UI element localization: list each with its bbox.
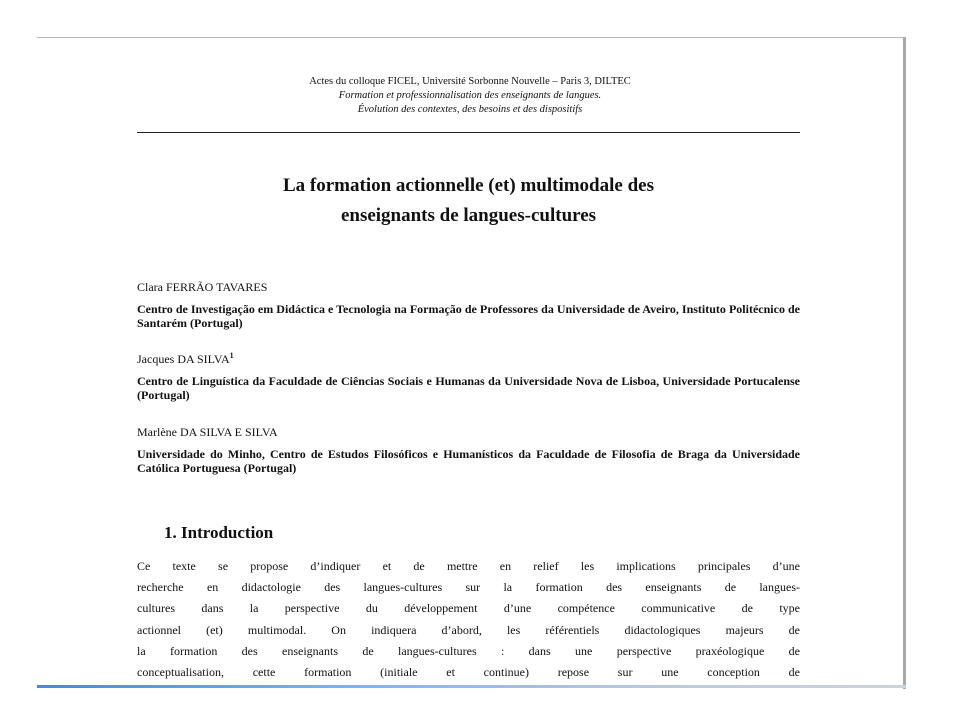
author-block [137, 352, 800, 402]
title-line-2: enseignants de langues-cultures [340, 205, 597, 226]
author-name: Marlène DA SILVA E SILVA [137, 425, 278, 439]
title-line-1: La formation actionnelle (et) multimodale des [283, 175, 654, 196]
author-affiliation: Centro de Linguística da Faculdade de Ciências Sociais e Humanas da Universidade Nova de Lisboa, Universidade Portucalense (Portugal) [137, 374, 800, 402]
header-line-2: Formation et professionnalisation des enseignants de langues. [338, 90, 602, 101]
paragraph-line: actionnel (et) multimodal. On indiquera d’abord, les référentiels didactologiques majeurs de [137, 622, 800, 637]
footnote-marker[interactable]: 1 [229, 351, 234, 360]
section-heading: 1. Introduction [164, 523, 274, 542]
horizontal-scroll-indicator[interactable] [37, 685, 906, 688]
conference-header [37, 75, 903, 117]
paragraph-line: recherche en didactologie des langues-cultures sur la formation des enseignants de langues- [137, 580, 800, 595]
paragraph-line: la formation des enseignants de langues-cultures : dans une perspective praxéologique de [137, 643, 800, 658]
introduction-paragraph [137, 556, 800, 683]
paragraph-line: cultures dans la perspective du développement d’une compétence communicative de type [137, 601, 800, 616]
author-block [137, 425, 800, 475]
paper-title [137, 171, 800, 231]
header-line-3: Évolution des contextes, des besoins et des dispositifs [357, 104, 583, 115]
document-page [37, 37, 903, 688]
author-block [137, 280, 800, 330]
header-rule [137, 132, 800, 133]
author-affiliation: Universidade do Minho, Centro de Estudos Filosóficos e Humanísticos da Faculdade de Filosofia de Braga da Universidade Católica Portuguesa (Portugal) [137, 447, 800, 475]
author-name: Jacques DA SILVA$^1$ [137, 351, 234, 366]
author-affiliation: Centro de Investigação em Didáctica e Tecnologia na Formação de Professores da Universidade de Aveiro, Instituto Politécnico de Santarém (Portugal) [137, 302, 800, 330]
paragraph-line: Ce texte se propose d’indiquer et de mettre en relief les implications principales d’une [137, 559, 800, 573]
page-edge-shadow [903, 37, 906, 689]
header-line-1: Actes du colloque FICEL, Université Sorbonne Nouvelle – Paris 3, DILTEC [309, 76, 631, 87]
paragraph-line: conceptualisation, cette formation (initiale et continue) repose sur une conception de [137, 665, 800, 680]
author-name: Clara FERRÃO TAVARES [137, 280, 268, 294]
